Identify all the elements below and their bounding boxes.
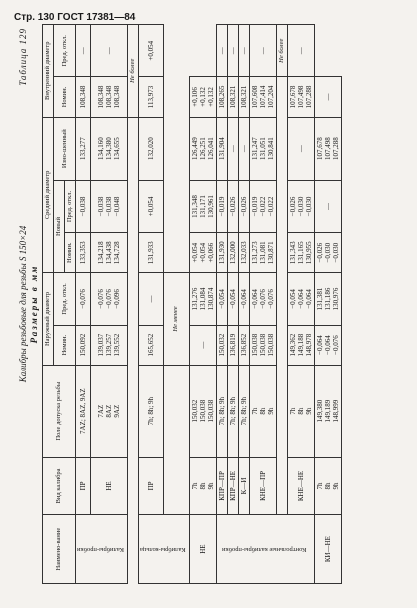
cell-m-pred: +0,054 bbox=[138, 180, 163, 232]
cell-vid: НЕ bbox=[189, 515, 216, 584]
cell-o-pred: −0,054 −0,064 −0,064 bbox=[287, 273, 314, 325]
cell-m-izn: 131,904 bbox=[216, 117, 227, 180]
cell-m-pred: −0,019 bbox=[216, 180, 227, 232]
table-row bbox=[91, 25, 128, 584]
cell-m-nom: 131,930 bbox=[216, 233, 227, 273]
note-row bbox=[127, 25, 138, 584]
cell-i-pred: — bbox=[227, 25, 238, 78]
cell-vid: ПР bbox=[76, 457, 91, 515]
cell-vid: КПР—НЕ bbox=[227, 457, 238, 515]
cell-m-pred: −0,019 −0,022 −0,022 bbox=[249, 180, 276, 232]
cell-vid: КНЕ—НЕ bbox=[287, 457, 314, 515]
cell-m-izn: — bbox=[238, 117, 249, 180]
cell-pole: 7h 8h 9h bbox=[287, 365, 314, 457]
cell-i-pred: +0,054 bbox=[138, 25, 163, 78]
cell-i-pred: — bbox=[238, 25, 249, 78]
table-row bbox=[76, 25, 91, 584]
cell-pole: 7h 8h 9h bbox=[249, 365, 276, 457]
cell-pole: 7h; 8h; 9h bbox=[238, 365, 249, 457]
cell-i-nom: 108,348 108,348 108,348 bbox=[91, 77, 128, 117]
cell-i-nom: 108,321 bbox=[238, 77, 249, 117]
cell-m-izn: — bbox=[287, 117, 314, 180]
cell-m-izn: 131,247 131,051 130,841 bbox=[249, 117, 276, 180]
table-row bbox=[238, 25, 249, 584]
note-spacer bbox=[164, 365, 189, 515]
cell-i-nom: 113,973 bbox=[138, 77, 163, 117]
cell-vid: КНЕ—ПР bbox=[249, 457, 276, 515]
note-row bbox=[276, 25, 287, 584]
cell-o-pred: −0,054 bbox=[216, 273, 227, 325]
cell-o-nom: 136,852 bbox=[238, 325, 249, 365]
cell-m-nom: 131,343 131,165 130,955 bbox=[287, 233, 314, 273]
cell-i-nom: 126,449 126,251 126,041 bbox=[189, 117, 216, 180]
table-row bbox=[138, 25, 163, 584]
cell-m-izn: 133,277 bbox=[76, 117, 91, 180]
cell-m-pred: +0,054 +0,054 +0,066 bbox=[189, 233, 216, 273]
cell-m-pred: −0,026 −0,030 −0,030 bbox=[314, 233, 341, 273]
cell-o-pred: −0,064 bbox=[238, 273, 249, 325]
col-inner-nom: Номин. bbox=[54, 77, 76, 117]
cell-vid: КПР—ПР bbox=[216, 457, 227, 515]
cell-o-nom: 150,092 bbox=[76, 325, 91, 365]
cell-i-nom: 108,321 bbox=[227, 77, 238, 117]
table-units: Размеры в мм bbox=[29, 264, 39, 344]
cell-m-pred: −0,026 bbox=[227, 180, 238, 232]
cell-m-nom: 133,353 bbox=[76, 233, 91, 273]
cell-m-izn: 131,348 131,171 130,961 bbox=[189, 180, 216, 232]
col-middle-pred: Пред. откл. bbox=[65, 180, 76, 232]
rotated-table-block bbox=[18, 24, 398, 584]
cell-o-nom: 149,380 149,189 148,999 bbox=[314, 365, 341, 457]
cell-m-nom: 132,033 bbox=[238, 233, 249, 273]
cell-m-pred: −0,026 bbox=[238, 180, 249, 232]
cell-pole: 7h; 8h; 9h bbox=[227, 365, 238, 457]
cell-m-izn: — bbox=[227, 117, 238, 180]
gauge-table bbox=[42, 24, 342, 584]
group-label-text: Калибры-пробки bbox=[77, 546, 124, 554]
note-row bbox=[164, 25, 189, 584]
cell-pole: 7AZ; 8AZ, 9AZ bbox=[76, 365, 91, 457]
cell-vid: К—И bbox=[238, 457, 249, 515]
cell-o-nom: 136,819 bbox=[227, 325, 238, 365]
cell-pole: 7h; 8h; 9h bbox=[138, 365, 163, 457]
note-spacer bbox=[127, 117, 138, 583]
cell-o-pred: — bbox=[138, 273, 163, 325]
table-row bbox=[287, 25, 314, 584]
col-inner-pred: Пред. откл. bbox=[54, 25, 76, 78]
cell-i-pred: — bbox=[76, 25, 91, 78]
col-inner: Внутренний диаметр bbox=[43, 25, 54, 118]
table-row bbox=[314, 25, 341, 584]
col-middle-new: Новый bbox=[54, 180, 65, 272]
cell-i-pred: — bbox=[287, 25, 314, 78]
cell-i-nom: 108,265 bbox=[216, 77, 227, 117]
cell-o-pred: −0,064 −0,076 −0,076 bbox=[249, 273, 276, 325]
cell-vid: ПР bbox=[138, 457, 163, 515]
col-outer-pred: Пред. откл. bbox=[54, 273, 76, 325]
cell-pole: 7h 8h 9h bbox=[314, 457, 341, 515]
col-naimen: Наимено-вание bbox=[43, 515, 76, 584]
cell-pole: 7AZ 8AZ 9AZ bbox=[91, 365, 128, 457]
col-vid: Вид калибра bbox=[43, 457, 76, 515]
cell-o-nom: 139,037 139,257 139,552 bbox=[91, 325, 128, 365]
cell-m-nom: 134,218 134,438 134,728 bbox=[91, 233, 128, 273]
table-row bbox=[216, 25, 227, 584]
cell-o-pred: −0,076 −0,076 −0,096 bbox=[91, 273, 128, 325]
cell-m-izn: 132,020 bbox=[138, 117, 163, 180]
cell-o-pred: −0,076 bbox=[76, 273, 91, 325]
group-label-text: Контрольные калибры-пробки bbox=[221, 546, 307, 554]
col-middle-nom: Номин. bbox=[65, 233, 76, 273]
cell-m-izn: 134,160 134,380 134,655 bbox=[91, 117, 128, 180]
group-label-plugs bbox=[76, 515, 128, 584]
cell-m-nom: 132,000 bbox=[227, 233, 238, 273]
cell-o-pred: — bbox=[189, 325, 216, 365]
note-ne-menee: Не менее bbox=[164, 273, 189, 365]
note-ne-bolee: Не более bbox=[276, 25, 287, 78]
cell-i-nom: 108,348 bbox=[76, 77, 91, 117]
group-label-control bbox=[216, 515, 314, 584]
cell-i-pred: — bbox=[216, 25, 227, 78]
cell-o-pred: −0,064 −0,064 −0,076 bbox=[314, 325, 341, 365]
group-label-rings bbox=[138, 515, 189, 584]
col-outer-nom: Номин. bbox=[54, 325, 76, 365]
cell-i-nom: 107,678 107,498 107,288 bbox=[287, 77, 314, 117]
cell-pole: 7h; 8h; 9h bbox=[216, 365, 227, 457]
cell-o-nom: 150,038 150,038 150,038 bbox=[249, 325, 276, 365]
cell-m-nom: 131,276 131,084 130,874 bbox=[189, 273, 216, 325]
note-spacer bbox=[276, 77, 287, 515]
cell-i-pred: — bbox=[249, 25, 276, 78]
cell-m-pred: −0,038 bbox=[76, 180, 91, 232]
cell-i-pred: — bbox=[314, 77, 341, 117]
cell-o-pred: −0,054 bbox=[227, 273, 238, 325]
col-pole: Поле допуска резьбы bbox=[43, 365, 76, 457]
cell-o-nom: 150,032 bbox=[216, 325, 227, 365]
cell-i-nom: 107,678 107,498 107,288 bbox=[314, 117, 341, 180]
cell-vid: НЕ bbox=[91, 457, 128, 515]
cell-o-nom: 150,032 150,038 150,038 bbox=[189, 365, 216, 457]
table-row bbox=[249, 25, 276, 584]
cell-i-pred: +0,106 +0,132 +0,132 bbox=[189, 77, 216, 117]
note-spacer bbox=[164, 25, 189, 273]
cell-i-nom: 107,608 107,414 107,204 bbox=[249, 77, 276, 117]
cell-o-nom: 165,652 bbox=[138, 325, 163, 365]
table-number: Таблица 129 bbox=[18, 28, 28, 86]
cell-m-pred: −0,038 −0,038 −0,048 bbox=[91, 180, 128, 232]
cell-pole: 7h 8h 9h bbox=[189, 457, 216, 515]
table-row bbox=[189, 25, 216, 584]
col-middle-izn: Изно-шенный bbox=[54, 117, 76, 180]
table-row bbox=[227, 25, 238, 584]
cell-m-pred: −0,026 −0,030 −0,030 bbox=[287, 180, 314, 232]
col-outer: Наружный диаметр bbox=[43, 273, 54, 365]
cell-o-nom: 149,362 149,188 148,978 bbox=[287, 325, 314, 365]
table-caption: Калибры резьбовые для резьбы S 150×24 bbox=[18, 225, 28, 383]
cell-i-pred: — bbox=[91, 25, 128, 78]
cell-m-nom: 131,273 131,081 130,871 bbox=[249, 233, 276, 273]
cell-m-nom: 131,933 bbox=[138, 233, 163, 273]
col-middle: Средний диаметр bbox=[43, 117, 54, 273]
group-label-text: Калибры-кольца bbox=[139, 546, 186, 554]
note-ne-bolee: Не более bbox=[127, 25, 138, 118]
cell-m-izn: — bbox=[314, 180, 341, 232]
cell-m-nom: 131,381 131,186 130,976 bbox=[314, 273, 341, 325]
cell-vid: КИ—НЕ bbox=[314, 515, 341, 584]
page-header: Стр. 130 ГОСТ 17381—84 bbox=[14, 12, 136, 23]
